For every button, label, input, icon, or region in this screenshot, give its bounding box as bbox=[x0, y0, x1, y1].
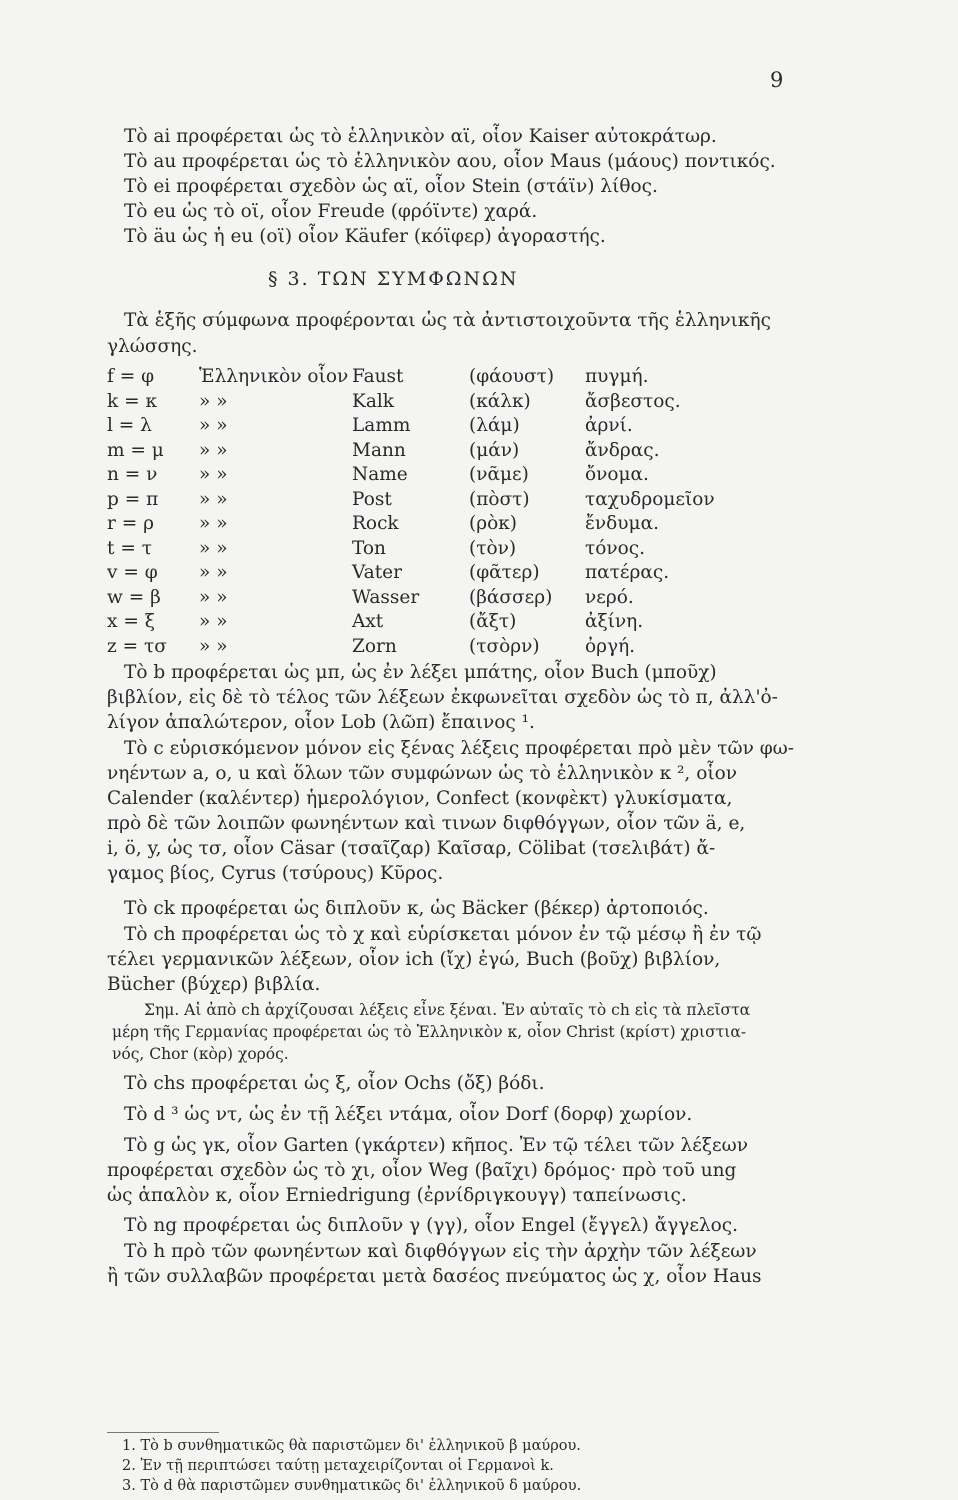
table-cell: (φᾶτερ) bbox=[469, 562, 540, 583]
intro-line: γλώσσης. bbox=[107, 336, 198, 357]
table-cell: ὀργή. bbox=[585, 635, 636, 657]
body-line: Τὸ d ³ ὡς ντ, ὡς ἐν τῇ λέξει ντάμα, οἷον Dorf (δορφ) χωρίον. bbox=[124, 1104, 693, 1125]
body-line: νηέντων a, o, u καὶ ὅλων τῶν συμφώνων ὡς τὸ ἑλληνικὸν κ ², οἷον bbox=[107, 763, 737, 784]
table-cell: πατέρας. bbox=[585, 562, 670, 583]
table-cell: Ton bbox=[352, 537, 386, 559]
table-cell: ἄσβεστος. bbox=[585, 390, 681, 412]
table-cell: m = μ bbox=[107, 439, 164, 461]
table-cell: πυγμή. bbox=[585, 366, 649, 387]
body-line: Τὸ chs προφέρεται ὡς ξ, οἷον Ochs (ὄξ) βόδι. bbox=[124, 1073, 545, 1094]
table-cell: p = π bbox=[107, 488, 159, 510]
body-line: Calender (καλέντερ) ἡμερολόγιον, Confect (κονφὲκτ) γλυκίσματα, bbox=[107, 788, 733, 809]
table-cell: » » bbox=[199, 537, 228, 559]
table-cell: (τὸν) bbox=[469, 537, 517, 559]
diphthong-line: Τὸ äu ὡς ἡ eu (οϊ) οἷον Käufer (κόϊφερ) ἀγοραστής. bbox=[124, 226, 606, 247]
table-cell: » » bbox=[199, 635, 228, 657]
table-cell: (βάσσερ) bbox=[469, 586, 553, 608]
table-cell: Name bbox=[352, 464, 408, 485]
table-cell: (ἄξτ) bbox=[469, 611, 517, 632]
table-cell: » » bbox=[199, 586, 228, 608]
table-cell: Axt bbox=[352, 611, 384, 632]
table-cell: k = κ bbox=[107, 390, 158, 412]
table-cell: (φάουστ) bbox=[469, 366, 555, 387]
body-line: i, ö, y, ὡς τσ, οἷον Cäsar (τσαῖζαρ) Καῖσαρ, Cölibat (τσελιβάτ) ἄ- bbox=[107, 838, 716, 859]
footnote: 3. Τὸ d θὰ παριστῶμεν συνθηματικῶς δι' ἑλληνικοῦ δ μαύρου. bbox=[122, 1478, 582, 1494]
body-line: Τὸ ck προφέρεται ὡς διπλοῦν κ, ὡς Bäcker (βέκερ) ἀρτοποιός. bbox=[124, 898, 709, 919]
table-cell: » » bbox=[199, 611, 228, 632]
body-line: τέλει γερμανικῶν λέξεων, οἷον ich (ἴχ) ἐγώ, Buch (βοῦχ) βιβλίον, bbox=[107, 949, 721, 970]
table-cell: Lamm bbox=[352, 415, 411, 436]
footnote: 2. Ἐν τῇ περιπτώσει ταύτῃ μεταχειρίζονται οἱ Γερμανοὶ k. bbox=[122, 1458, 554, 1474]
note-line: Σημ. Αἱ ἀπὸ ch ἀρχίζουσαι λέξεις εἶνε ξέναι. Ἐν αὐταῖς τὸ ch εἰς τὰ πλεῖστα bbox=[144, 1001, 751, 1019]
table-cell: Wasser bbox=[352, 586, 420, 608]
table-cell: τόνος. bbox=[585, 537, 645, 559]
table-cell: (κάλκ) bbox=[469, 390, 531, 412]
table-cell: » » bbox=[199, 464, 228, 485]
body-line: Τὸ h πρὸ τῶν φωνηέντων καὶ διφθόγγων εἰς τὴν ἀρχὴν τῶν λέξεων bbox=[124, 1241, 757, 1262]
table-cell: ἀξίνη. bbox=[585, 611, 644, 632]
table-cell: Ἑλληνικὸν οἷον bbox=[199, 366, 349, 387]
table-cell: νερό. bbox=[585, 586, 634, 608]
body-line: βιβλίον, εἰς δὲ τὸ τέλος τῶν λέξεων ἐκφωνεῖται σχεδὸν ὡς τὸ π, ἀλλ'ὀ- bbox=[107, 687, 778, 708]
body-line: Bücher (βύχερ) βιβλία. bbox=[107, 974, 321, 995]
table-cell: » » bbox=[199, 439, 228, 461]
table-cell: » » bbox=[199, 390, 228, 412]
table-cell: (μάν) bbox=[469, 439, 520, 461]
table-cell: » » bbox=[199, 488, 228, 510]
diphthong-line: Τὸ ei προφέρεται σχεδὸν ὡς αϊ, οἷον Stein (στάϊν) λίθος. bbox=[124, 176, 658, 197]
table-cell: ταχυδρομεῖον bbox=[585, 488, 715, 510]
note-line: μέρη τῆς Γερμανίας προφέρεται ὡς τὸ Ἑλληνικὸν κ, οἷον Christ (κρίστ) χριστια- bbox=[112, 1023, 747, 1041]
table-cell: ἄνδρας. bbox=[585, 439, 660, 461]
table-cell: l = λ bbox=[107, 415, 152, 436]
table-cell: Vater bbox=[352, 562, 402, 583]
section-heading: § 3. ΤΩΝ ΣΥΜΦΩΝΩΝ bbox=[268, 268, 519, 290]
body-line: Τὸ c εὑρισκόμενον μόνον εἰς ξένας λέξεις προφέρεται πρὸ μὲν τῶν φω- bbox=[124, 738, 794, 759]
table-cell: Zorn bbox=[352, 635, 397, 657]
footnote: 1. Τὸ b συνθηματικῶς θὰ παριστῶμεν δι' ἑλληνικοῦ β μαύρου. bbox=[122, 1438, 581, 1454]
table-cell: Kalk bbox=[352, 390, 394, 412]
table-cell: (πὸστ) bbox=[469, 488, 530, 510]
table-cell: » » bbox=[199, 562, 228, 583]
intro-line: Τὰ ἑξῆς σύμφωνα προφέρονται ὡς τὰ ἀντιστοιχοῦντα τῆς ἑλληνικῆς bbox=[124, 310, 771, 331]
diphthong-line: Τὸ au προφέρεται ὡς τὸ ἑλληνικὸν αου, οἷον Maus (μάους) ποντικός. bbox=[124, 151, 776, 172]
table-cell: (τσὸρν) bbox=[469, 635, 540, 657]
table-cell: t = τ bbox=[107, 537, 152, 559]
table-cell: Mann bbox=[352, 439, 406, 461]
table-cell: Rock bbox=[352, 513, 399, 534]
table-cell: v = φ bbox=[107, 562, 158, 583]
body-line: προφέρεται σχεδὸν ὡς τὸ χι, οἷον Weg (βαῖχι) δρόμος· πρὸ τοῦ ung bbox=[107, 1160, 737, 1181]
body-line: ἢ τῶν συλλαβῶν προφέρεται μετὰ δασέος πνεύματος ὡς χ, οἷον Haus bbox=[107, 1266, 762, 1287]
page-number: 9 bbox=[770, 68, 784, 92]
body-line: γαμος βίος, Cyrus (τσύρους) Κῦρος. bbox=[107, 863, 444, 884]
table-cell: ἔνδυμα. bbox=[585, 513, 659, 534]
table-cell: (λάμ) bbox=[469, 415, 520, 436]
table-cell: r = ρ bbox=[107, 513, 154, 534]
body-line: Τὸ b προφέρεται ὡς μπ, ὡς ἐν λέξει μπάτης, οἷον Buch (μποῦχ) bbox=[124, 662, 717, 683]
table-cell: (ρὸκ) bbox=[469, 513, 518, 534]
body-line: Τὸ g ὡς γκ, οἷον Garten (γκάρτεν) κῆπος. Ἐν τῷ τέλει τῶν λέξεων bbox=[124, 1135, 748, 1156]
table-cell: » » bbox=[199, 415, 228, 436]
table-cell: (νᾶμε) bbox=[469, 464, 529, 485]
table-cell: Post bbox=[352, 488, 392, 510]
body-line: πρὸ δὲ τῶν λοιπῶν φωνηέντων καὶ τινων διφθόγγων, οἷον τῶν ä, e, bbox=[107, 813, 746, 834]
table-cell: z = τσ bbox=[107, 635, 167, 657]
table-cell: Faust bbox=[352, 366, 404, 387]
table-cell: f = φ bbox=[107, 366, 155, 387]
table-cell: ἀρνί. bbox=[585, 415, 633, 436]
note-line: νός, Chor (κὸρ) χορός. bbox=[112, 1045, 289, 1063]
body-line: λίγον ἁπαλώτερον, οἷον Lob (λῶπ) ἔπαινος ¹. bbox=[107, 712, 535, 733]
body-line: Τὸ ng προφέρεται ὡς διπλοῦν γ (γγ), οἷον Engel (ἔγγελ) ἄγγελος. bbox=[124, 1215, 739, 1236]
body-line: Τὸ ch προφέρεται ὡς τὸ χ καὶ εὑρίσκεται μόνον ἐν τῷ μέσῳ ἢ ἐν τῷ bbox=[124, 924, 762, 945]
table-cell: n = ν bbox=[107, 464, 158, 485]
diphthong-line: Τὸ ai προφέρεται ὡς τὸ ἑλληνικὸν αϊ, οἷον Kaiser αὐτοκράτωρ. bbox=[124, 126, 717, 147]
table-cell: ὄνομα. bbox=[585, 464, 649, 485]
table-cell: x = ξ bbox=[107, 611, 155, 632]
diphthong-line: Τὸ eu ὡς τὸ οϊ, οἷον Freude (φρόϊντε) χαρά. bbox=[124, 201, 538, 222]
body-line: ὡς ἁπαλὸν κ, οἷον Erniedrigung (ἐρνίδριγκουγγ) ταπείνωσις. bbox=[107, 1185, 687, 1206]
table-cell: » » bbox=[199, 513, 228, 534]
footnote-divider bbox=[107, 1432, 219, 1433]
table-cell: w = β bbox=[107, 586, 161, 608]
